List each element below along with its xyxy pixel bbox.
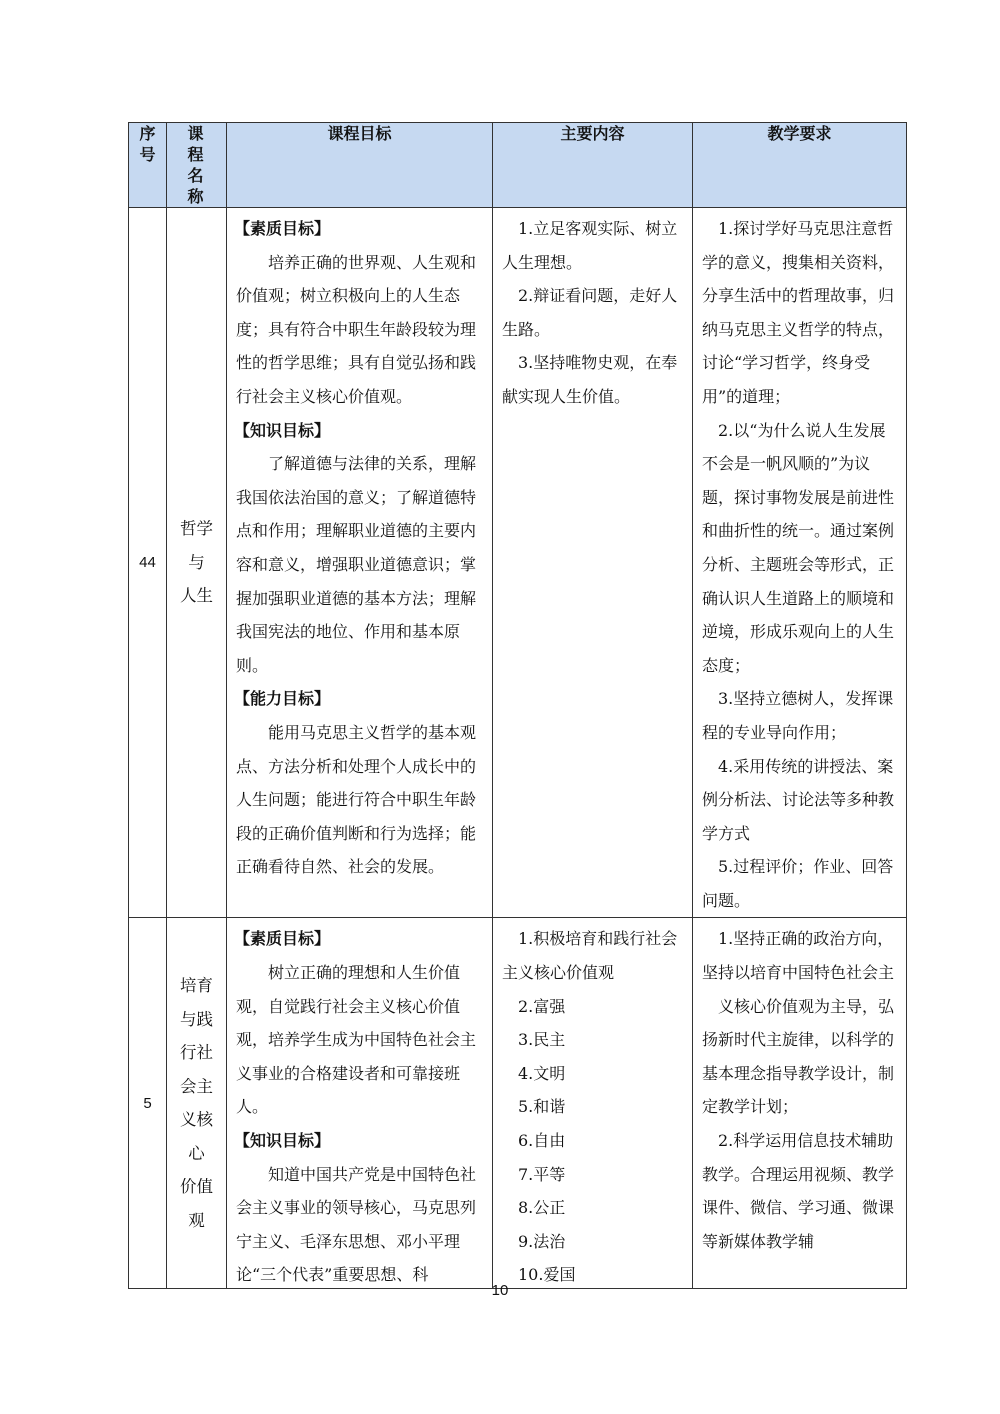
- course-name-line: 人生: [180, 586, 213, 606]
- course-name-line: 与: [188, 552, 205, 572]
- page-number: 10: [491, 1282, 509, 1299]
- requirement-item: 1.探讨学好马克思注意哲学的意义，搜集相关资料，分享生活中的哲理故事，归纳马克思主义哲学的特点，讨论“学习哲学，终身受用”的道理；: [702, 219, 895, 406]
- course-name: [167, 918, 227, 1289]
- content-item: 1.积极培育和践行社会主义核心价值观: [502, 929, 678, 983]
- content-item: 3.坚持唯物史观，在奉献实现人生价值。: [502, 353, 678, 406]
- goal-paragraph: 能用马克思主义哲学的基本观点、方法分析和处理个人成长中的人生问题；能进行符合中职生年龄段的正确价值判断和行为选择；能正确看待自然、社会的发展。: [236, 722, 477, 877]
- course-content: [493, 208, 693, 918]
- goal-paragraph: 培养正确的世界观、人生观和价值观；树立积极向上的人生态度；具有符合中职生年龄段较为理性的哲学思维；具有自觉弘扬和践行社会主义核心价值观。: [236, 252, 477, 406]
- goal-paragraph: 树立正确的理想和人生价值观，自觉践行社会主义核心价值观，培养学生成为中国特色社会主义事业的合格建设者和可靠接班人。: [236, 963, 477, 1117]
- course-name-line: 培育: [180, 976, 213, 996]
- header-content: 主要内容: [493, 123, 693, 208]
- header-name: 课程名称: [167, 123, 227, 208]
- requirement-item: 义核心价值观为主导，弘扬新时代主旋律，以科学的基本理念指导教学设计，制定教学计划；: [702, 996, 895, 1117]
- content-item: 6.自由: [518, 1131, 566, 1151]
- course-name-line: 与践: [180, 1009, 213, 1029]
- course-name-line: 价值: [180, 1177, 213, 1197]
- course-name-line: 会主: [180, 1076, 213, 1096]
- course-requirements: [693, 918, 907, 1289]
- course-name-line: 行社: [180, 1043, 213, 1063]
- goal-heading: 【素质目标】: [234, 219, 331, 238]
- course-goals: [227, 918, 493, 1289]
- course-name: [167, 208, 227, 918]
- content-item: 10.爱国: [518, 1265, 576, 1285]
- goal-heading: 【知识目标】: [234, 1131, 331, 1151]
- header-num: 序号: [129, 123, 167, 208]
- table-row: [129, 918, 907, 1289]
- course-requirements: [693, 208, 907, 918]
- goal-paragraph: 了解道德与法律的关系，理解我国依法治国的意义；了解道德特点和作用；理解职业道德的主要内容和意义，增强职业道德意识；掌握加强职业道德的基本方法；理解我国宪法的地位、作用和基本原则。: [236, 454, 477, 675]
- goal-paragraph: 知道中国共产党是中国特色社会主义事业的领导核心，马克思列宁主义、毛泽东思想、邓小平理论“三个代表”重要思想、科: [236, 1164, 477, 1285]
- course-number: 5: [129, 918, 167, 1289]
- course-name-line: 义核: [180, 1110, 213, 1130]
- curriculum-table: [128, 122, 907, 1289]
- course-name-line: 观: [188, 1210, 205, 1230]
- requirement-item: 3.坚持立德树人，发挥课程的专业导向作用；: [702, 689, 894, 742]
- content-item: 5.和谐: [518, 1097, 566, 1117]
- header-requirements: 教学要求: [693, 123, 907, 208]
- goal-heading: 【能力目标】: [234, 689, 331, 709]
- content-item: 7.平等: [518, 1164, 566, 1184]
- requirement-item: 2.科学运用信息技术辅助教学。合理运用视频、教学课件、微信、学习通、微课等新媒体教学辅: [702, 1131, 895, 1251]
- content-item: 9.法治: [518, 1231, 566, 1251]
- goal-heading: 【素质目标】: [234, 929, 331, 949]
- header-row: [129, 123, 907, 208]
- course-goals: [227, 208, 493, 918]
- content-item: 2.富强: [518, 996, 566, 1016]
- course-name-line: 心: [188, 1143, 205, 1163]
- requirement-item: 4.采用传统的讲授法、案例分析法、讨论法等多种教学方式: [702, 756, 895, 843]
- requirement-item: 5.过程评价；作业、回答问题。: [702, 857, 894, 910]
- table-row: [129, 208, 907, 918]
- course-number: 44: [129, 208, 167, 918]
- content-item: 2.辩证看问题，走好人生路。: [502, 286, 678, 339]
- header-goals: 课程目标: [227, 123, 493, 208]
- content-item: 1.立足客观实际、树立人生理想。: [502, 219, 678, 272]
- content-item: 3.民主: [518, 1030, 566, 1050]
- course-name-line: 哲学: [180, 519, 213, 539]
- requirement-item: 2.以“为什么说人生发展不会是一帆风顺的”为议题，探讨事物发展是前进性和曲折性的统一。通过案例分析、主题班会等形式，正确认识人生道路上的顺境和逆境，形成乐观向上的人生态度；: [702, 420, 895, 675]
- requirement-item: 1.坚持正确的政治方向，坚持以培育中国特色社会主: [702, 929, 895, 983]
- content-item: 4.文明: [518, 1063, 566, 1083]
- course-content: [493, 918, 693, 1289]
- goal-heading: 【知识目标】: [234, 420, 331, 440]
- content-item: 8.公正: [518, 1198, 566, 1218]
